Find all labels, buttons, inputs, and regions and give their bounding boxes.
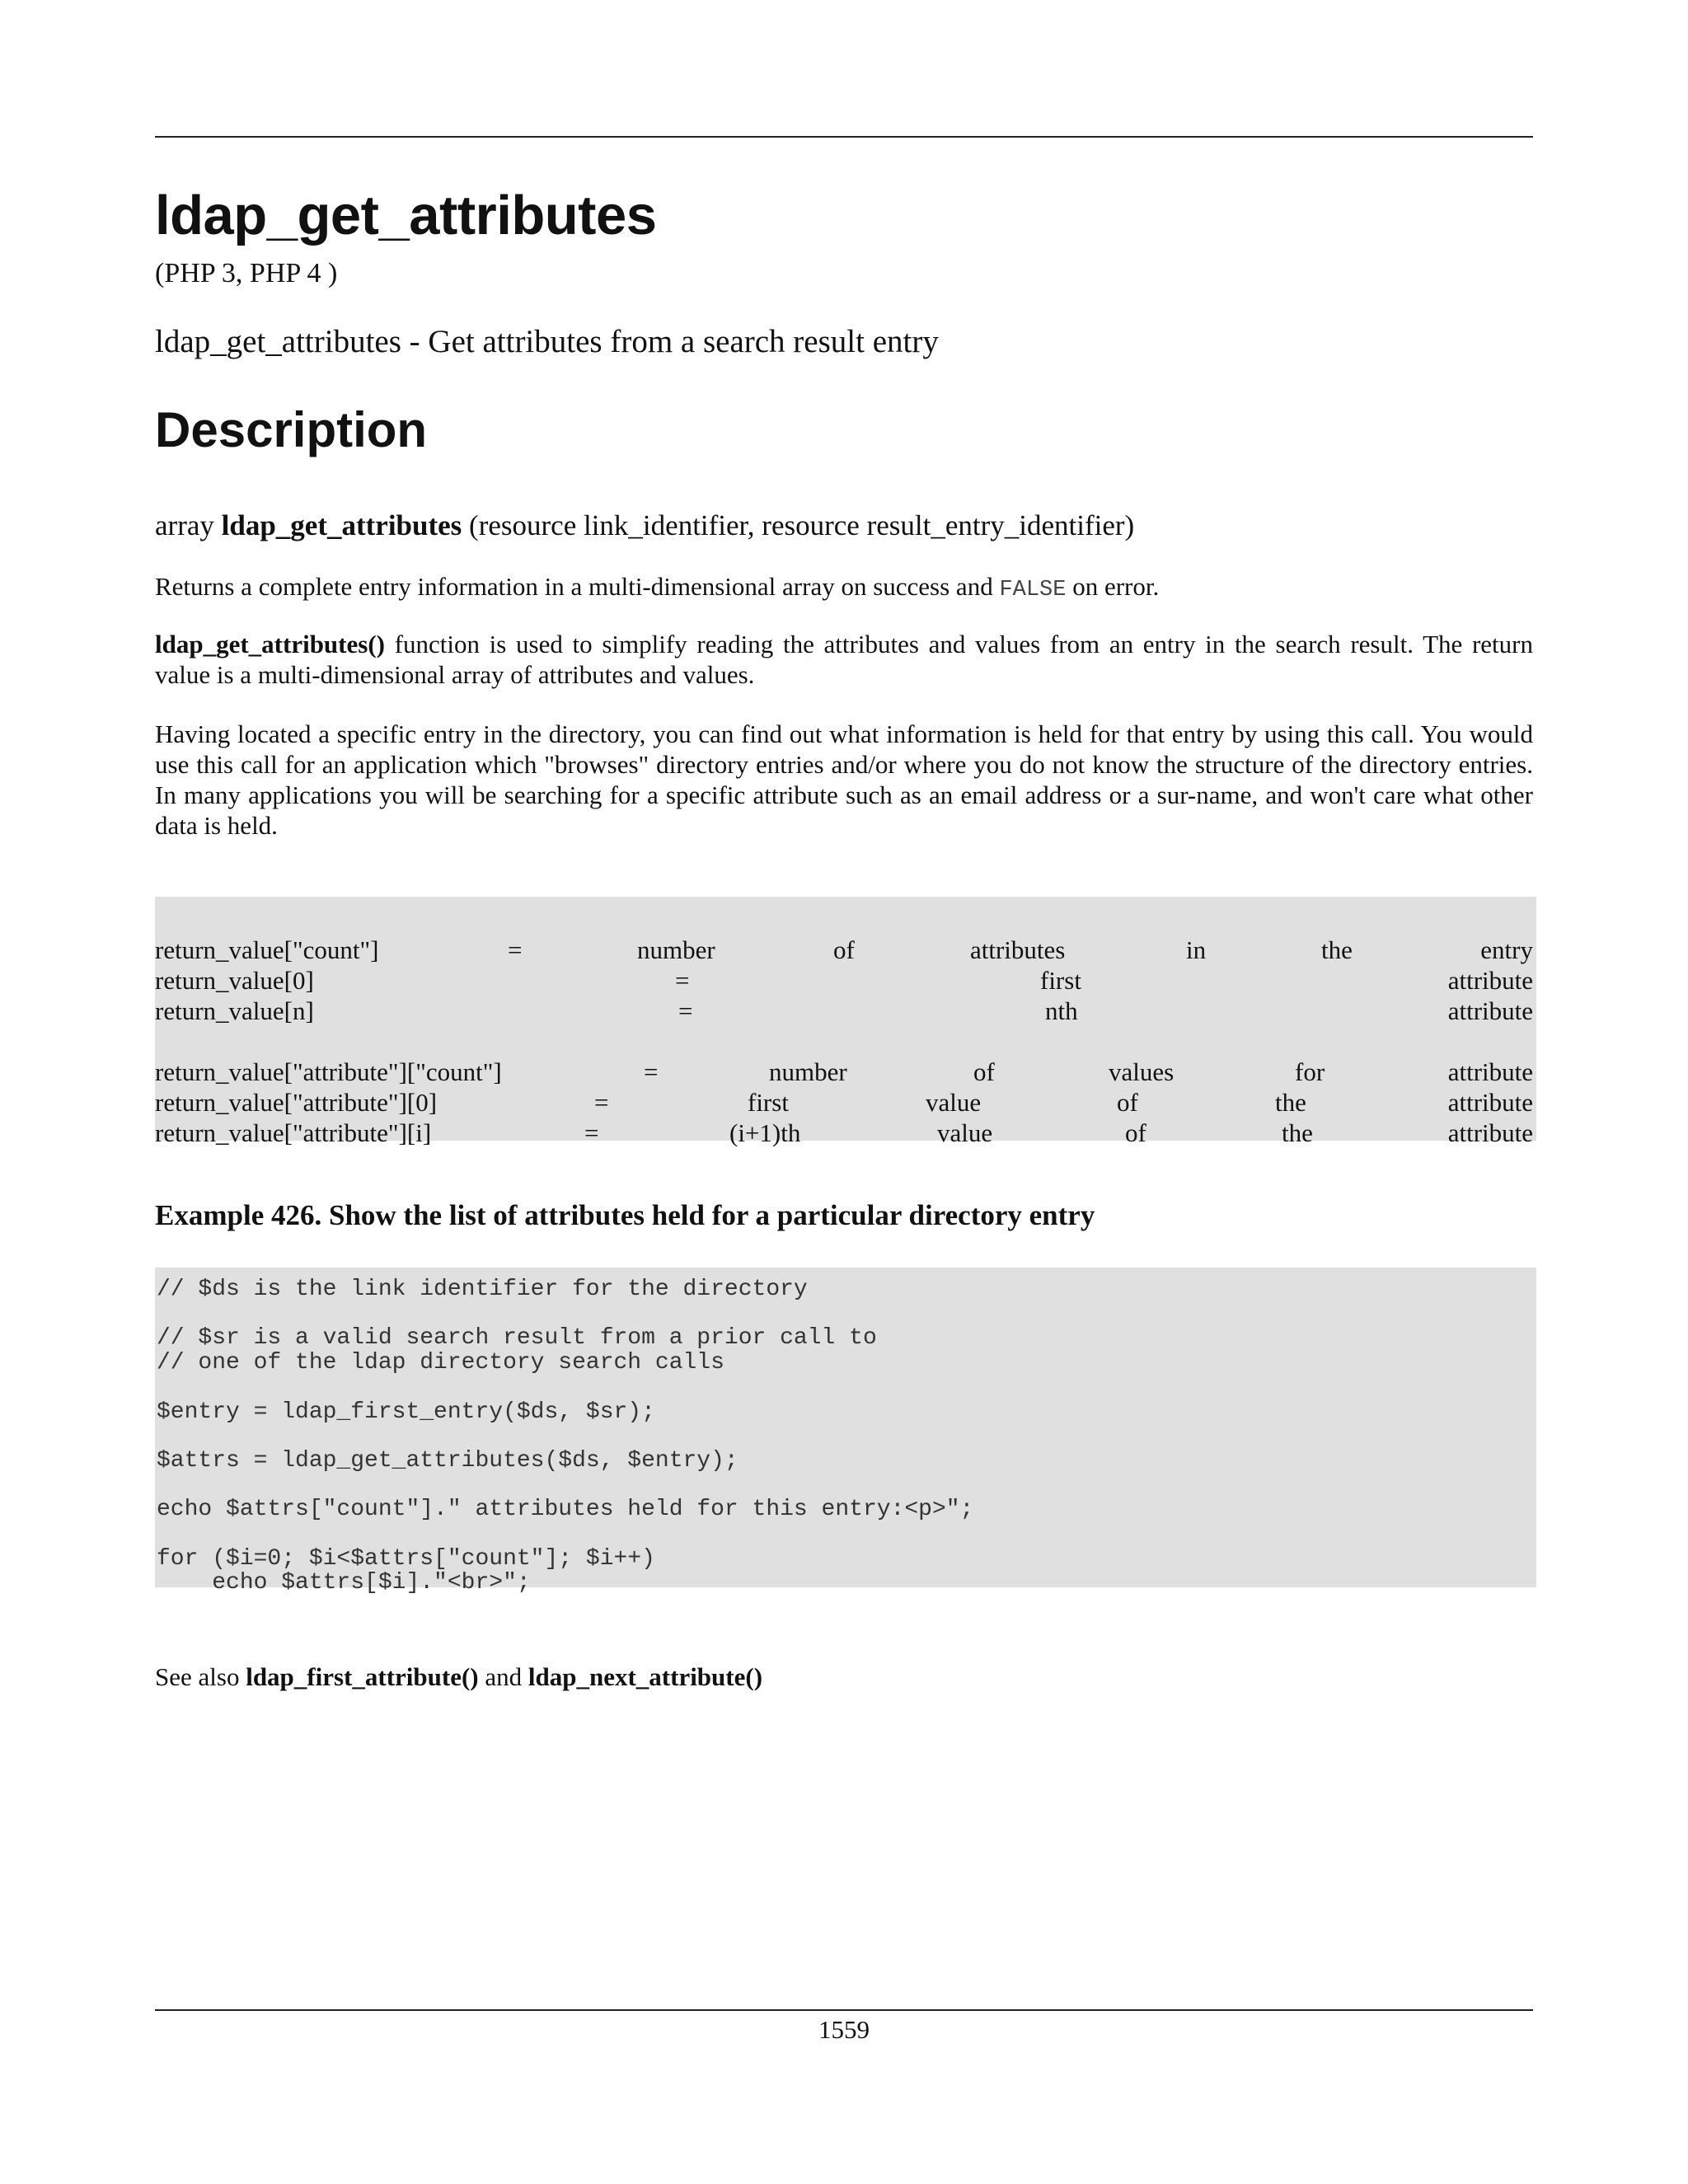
false-constant: FALSE — [999, 578, 1067, 602]
usage-paragraph: Having located a specific entry in the directory, you can find out what information is held for that entry by using this call. You would use this call for an application which "browses" directory entries and/or where you do not know the structure of the directory entries. In many applications you will be searching for a specific attribute such as an email address or a sur-name, and won't care what other data is held. — [155, 719, 1533, 840]
page-number: 1559 — [818, 2015, 870, 2044]
return-row-cell: the — [1282, 1118, 1313, 1147]
return-row-cell: nth — [1045, 996, 1078, 1025]
return-row-cell: of — [973, 1057, 995, 1086]
return-row-cell: attribute — [1447, 1088, 1533, 1117]
php-versions: (PHP 3, PHP 4 ) — [155, 258, 338, 288]
return-row-cell: = — [594, 1088, 609, 1117]
return-row-key: return_value["attribute"][0] — [155, 1088, 438, 1117]
return-row-cell: attribute — [1447, 1057, 1533, 1086]
return-description — [155, 571, 1533, 606]
function-description-text: function is used to simplify reading the attributes and values from an entry in the search result. The return value is a multi-dimensional array of attributes and values. — [155, 630, 1533, 689]
ref-purpose: ldap_get_attributes - Get attributes from a search result entry — [155, 324, 939, 359]
see-also-prefix: See also — [155, 1662, 246, 1691]
return-description-text: Returns a complete entry information in a multi-dimensional array on success and — [155, 572, 1000, 601]
return-row-cell: values — [1109, 1057, 1175, 1086]
return-row-key: return_value[0] — [155, 966, 314, 995]
return-description-tail: on error. — [1066, 572, 1160, 601]
return-row-cell: entry — [1480, 935, 1533, 964]
return-row-cell: for — [1295, 1057, 1325, 1086]
page-title: ldap_get_attributes — [155, 185, 657, 246]
return-row-cell: of — [1117, 1088, 1138, 1117]
return-row-cell: value — [926, 1088, 982, 1117]
return-row — [155, 1087, 1533, 1118]
function-description — [155, 629, 1533, 690]
return-row-cell: (i+1)th — [729, 1118, 801, 1147]
return-row-cell: number — [769, 1057, 847, 1086]
return-row-cell: = — [675, 966, 690, 995]
footer-rule — [155, 2009, 1533, 2011]
return-row-cell: in — [1186, 935, 1207, 964]
return-row-cell: = — [644, 1057, 659, 1086]
return-row-cell: first — [1040, 966, 1081, 995]
example-code: // $ds is the link identifier for the directory // $sr is a valid search result from a prior call to // one of the ldap directory search calls $entry = ldap_first_entry($ds, $sr); $attrs = ldap_get_attributes($ds, $entry); echo $attrs["count"]." attributes held for this entry:<p>"; for ($i=0; $i<$attrs["count"]; $i++) echo $attrs[$i]."<br>"; — [157, 1277, 974, 1596]
return-row — [155, 1057, 1533, 1087]
example-code-block — [155, 1268, 1536, 1596]
synopsis-params: (resource link_identifier, resource result_entry_identifier) — [469, 509, 1135, 541]
return-row-key: return_value[n] — [155, 996, 314, 1025]
link-ldap-first-attribute[interactable]: ldap_first_attribute() — [246, 1662, 479, 1691]
header-rule — [155, 136, 1533, 138]
return-row-cell: attribute — [1447, 1118, 1533, 1147]
return-row-cell: attribute — [1447, 966, 1533, 995]
return-row-key: return_value["count"] — [155, 935, 379, 964]
return-row-key: return_value["attribute"][i] — [155, 1118, 432, 1147]
return-row-cell: the — [1321, 935, 1353, 964]
description-heading: Description — [155, 402, 428, 457]
document-page — [155, 0, 1533, 2184]
see-also-conjunction: and — [478, 1662, 528, 1691]
return-row-cell: value — [937, 1118, 993, 1147]
return-row-cell: of — [1125, 1118, 1146, 1147]
return-row — [155, 935, 1533, 965]
return-row-cell: the — [1275, 1088, 1306, 1117]
function-synopsis — [155, 509, 1134, 543]
link-ldap-next-attribute[interactable]: ldap_next_attribute() — [528, 1662, 763, 1691]
return-row-cell: = — [508, 935, 523, 964]
return-type: array — [155, 509, 214, 541]
return-row-cell: number — [637, 935, 715, 964]
return-row-cell: attributes — [970, 935, 1066, 964]
return-value-structure — [155, 897, 1536, 1147]
return-row-key: return_value["attribute"]["count"] — [155, 1057, 502, 1086]
return-row-cell: = — [678, 996, 693, 1025]
return-row — [155, 996, 1533, 1026]
return-row — [155, 965, 1533, 996]
synopsis-function-name: ldap_get_attributes — [221, 509, 462, 541]
return-row-cell: = — [584, 1118, 599, 1147]
example-title: Example 426. Show the list of attributes held for a particular directory entry — [155, 1199, 1095, 1231]
return-row-cell: of — [833, 935, 855, 964]
return-row-cell: attribute — [1447, 996, 1533, 1025]
function-name-ref: ldap_get_attributes() — [155, 630, 385, 658]
see-also — [155, 1661, 762, 1692]
return-row — [155, 1118, 1533, 1148]
return-row-cell: first — [748, 1088, 789, 1117]
